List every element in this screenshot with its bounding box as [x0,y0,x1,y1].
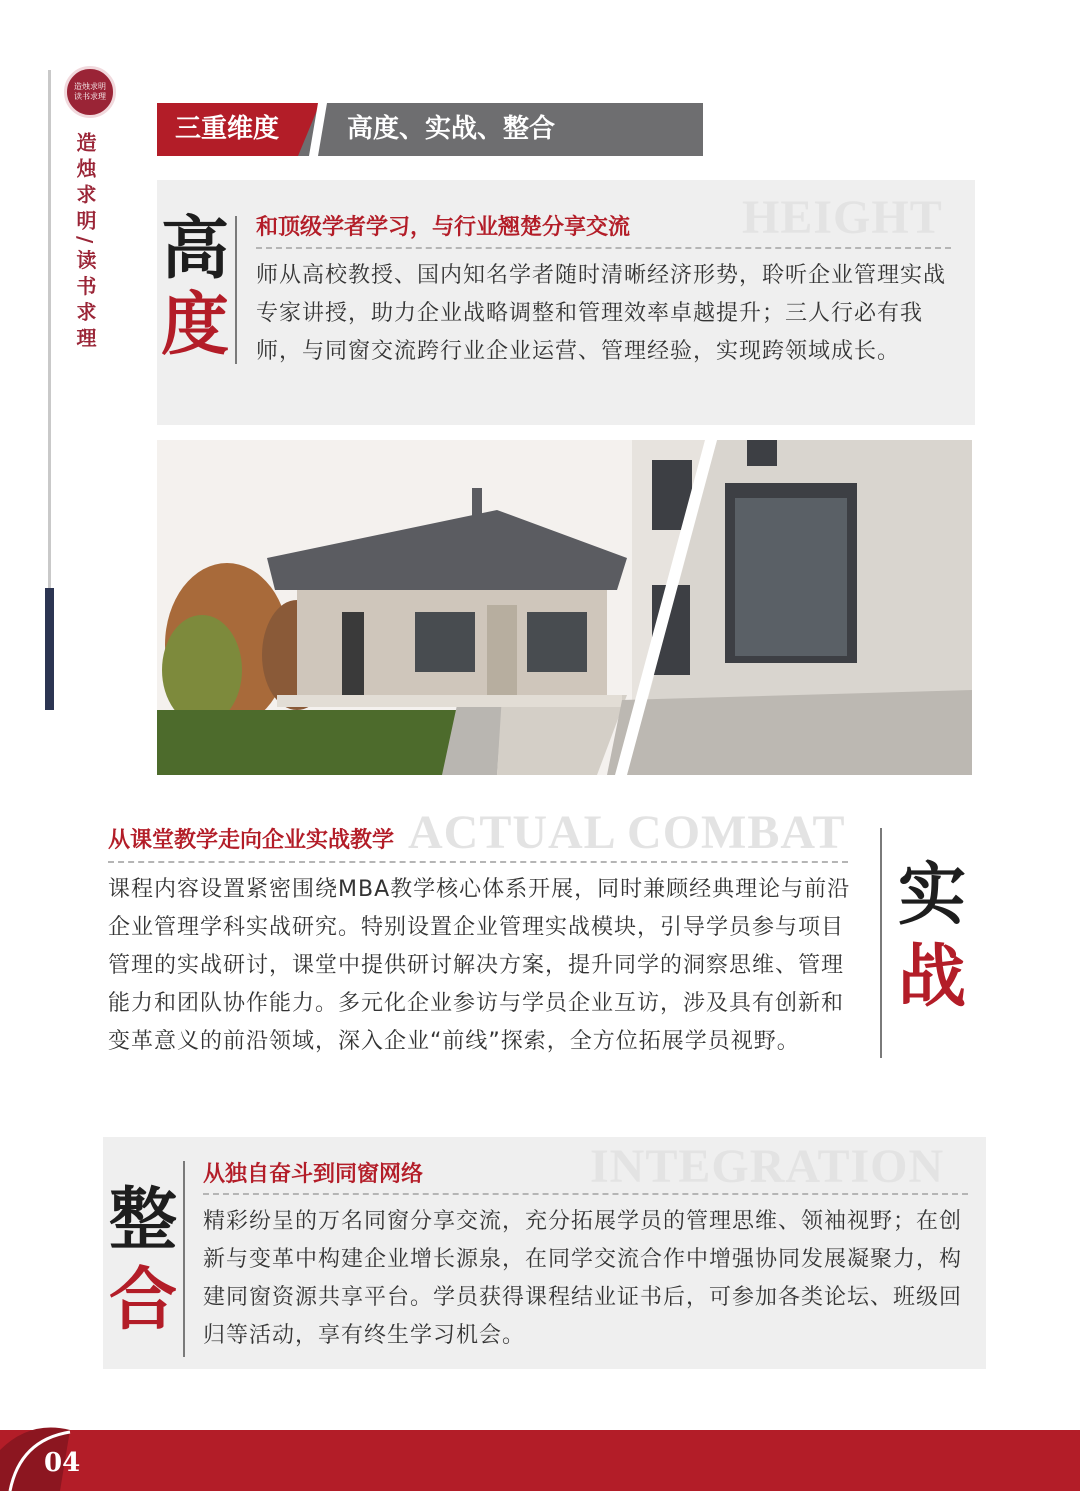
height-char-2: 度 [160,285,229,365]
integration-char-2: 合 [108,1260,177,1340]
footer-bar [0,1430,1080,1491]
campus-building-illustration [157,440,972,775]
campus-photo [157,440,972,775]
school-seal-logo: 造烛求明 读书求理 [64,66,116,118]
height-card [157,180,975,425]
height-divider [235,216,237,364]
integration-body: 精彩纷呈的万名同窗分享交流，充分拓展学员的管理思维、领袖视野；在创新与变革中构建企业增长源泉，在同学交流合作中增强协同发展凝聚力，构建同窗资源共享平台。学员获得课程结业证书后，可参加各类论坛、班级回归等活动，享有终生学习机会。 [203,1209,963,1348]
height-body: 师从高校教授、国内知名学者随时清晰经济形势，聆听企业管理实战专家讲授，助力企业战略调整和管理效率卓越提升；三人行必有我师，与同窗交流跨行业企业运营、管理经验，实现跨领域成长。 [256,263,947,364]
integration-dash [203,1193,968,1195]
height-dash [256,247,951,249]
combat-watermark: ACTUAL COMBAT [408,806,846,859]
height-watermark: HEIGHT [742,191,943,244]
integration-subtitle: 从独自奋斗到同窗网络 [203,1162,424,1187]
section-banner [157,103,703,156]
integration-char-1: 整 [108,1180,177,1260]
height-char-1: 高 [160,209,229,289]
combat-subtitle: 从课堂教学走向企业实战教学 [108,828,395,853]
integration-watermark: INTEGRATION [590,1140,945,1193]
integration-divider [183,1161,185,1357]
combat-dash [108,861,848,863]
left-rail-accent [45,588,54,710]
combat-char-2: 战 [897,937,966,1017]
combat-char-1: 实 [897,855,966,935]
height-subtitle: 和顶级学者学习，与行业翘楚分享交流 [256,215,631,240]
banner-title: 三重维度 [175,114,280,144]
banner-subtitle: 高度、实战、整合 [347,114,556,144]
page-number: 04 [44,1448,81,1478]
vertical-motto: 造烛求明/读书求理 [73,132,97,354]
combat-body: 课程内容设置紧密围绕MBA教学核心体系开展，同时兼顾经典理论与前沿企业管理学科实战研究。特别设置企业管理实战模块，引导学员参与项目管理的实战研讨，课堂中提供研讨解决方案，提升同学的洞察思维、管理能力和团队协作能力。多元化企业参访与学员企业互访，涉及具有创新和变革意义的前沿领域，深入企业“前线”探索，全方位拓展学员视野。 [108,877,851,1054]
integration-card [103,1137,986,1369]
combat-divider [880,828,882,1058]
